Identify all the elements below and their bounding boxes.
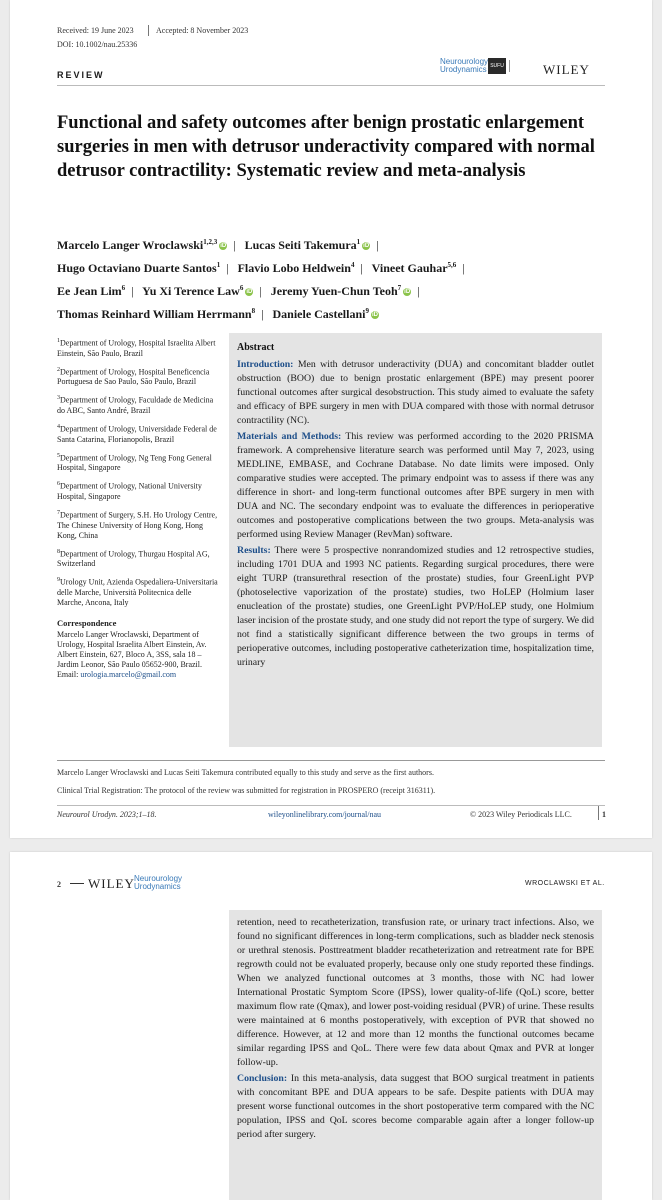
author[interactable]: Hugo Octaviano Duarte Santos bbox=[57, 261, 217, 275]
affiliation: $^5$Department of Urology, Ng Teng Fong General Hospital, Singapore bbox=[57, 452, 212, 473]
abstract-methods: Materials and Methods: This review was performed according to the 2020 PRISMA framework. A comprehensive literature search was performed until May 7, 2023, using MEDLINE, EMBASE, and Cochrane Database. No date limits were imposed. Only comparative studies were accepted. The primary endpoint was to assess if there was any difference in short- and long-term functional outcomes after BPE surgery in men with DUA and NC. The secondary endpoint was to evaluate the differences in perioperative outcomes and postoperative complications between the two groups. Meta-analysis was performed using Review Manager (RevMan) software. bbox=[237, 431, 594, 540]
email-link[interactable]: urologia.marcelo@gmail.com bbox=[80, 669, 177, 679]
abstract-results-continued: retention, need to recatheterization, transfusion rate, or urinary tract infections. Also, we found no significant differences in long-term complications, such as bladder neck stenosis or urethral stenosis. Posttreatment bladder recatheterization and retreatment rate for BPE regrowth could not be evaluated properly, because only one study reported these findings. When we analyzed functional outcomes at 3 months, those with NC had lower International Prostatic Symptom Score (IPSS), lower quality-of-life (QoL) score, better maximum flow rate (Qmax), and lower post-voiding residual (PVR) of urine. These results were maintained at 6 months postoperatively, with exception of PVR that showed no difference. However, at 12 and more than 12 months the functional outcomes became similar regarding IPSS and QoL. There were few data about Qmax and PVR at longer follow-up. bbox=[237, 917, 594, 1068]
author[interactable]: Flavio Lobo Heldwein bbox=[237, 261, 351, 275]
correspondence-heading: Correspondence bbox=[57, 617, 117, 628]
author[interactable]: Vineet Gauhar bbox=[371, 261, 448, 275]
divider bbox=[598, 806, 599, 820]
abstract-conclusion: Conclusion: In this meta-analysis, data suggest that BOO surgical treatment in patients with concomitant BPE and DUA appears to be safe. Despite patients with DUA may present worse functional outcomes in the short postoperative term compared with the NC population, IPSS and QoL scores become comparable again after a longer follow-up period after surgery. bbox=[237, 1073, 595, 1140]
header-dash bbox=[70, 883, 84, 884]
doi[interactable]: DOI: 10.1002/nau.25336 bbox=[57, 40, 138, 49]
page-1 bbox=[10, 0, 652, 838]
footer-copyright: © 2023 Wiley Periodicals LLC. bbox=[470, 810, 572, 819]
running-head: WROCLAWSKI ET AL. bbox=[525, 880, 605, 887]
author[interactable]: Yu Xi Terence Law bbox=[142, 284, 240, 298]
wiley-logo[interactable]: WILEY bbox=[543, 62, 590, 77]
journal-logo[interactable]: Neurourology Urodynamics bbox=[440, 57, 489, 74]
correspondence-text: Marcelo Langer Wroclawski, Department of Urology, Hospital Israelita Albert Einstein, Av. Albert Einstein, 627, Bloco A, 3SS, sala 18 – Jardim Leonor, São Paulo 05652-900, Brazil. bbox=[57, 629, 207, 669]
wiley-logo[interactable]: WILEY bbox=[88, 876, 135, 891]
society-logo: SUFU bbox=[488, 58, 506, 74]
author-list: Marcelo Langer Wroclawski$^{1,2,3}$iD | Lucas Seiti Takemura$^1$iD | Hugo Octaviano Duarte Santos$^1$ | Flavio Lobo Heldwein$^4$ | Vineet Gauhar$^{5,6}$ | Ee Jean Lim$^6$ | Yu Xi Terence Law$^6$iD | Jeremy Yuen-Chun Teoh$^7$iD | Thomas Reinhard William Herrmann$^8$ | Daniele Castellani$^9$iD bbox=[57, 238, 465, 321]
footer-rule bbox=[57, 805, 605, 806]
divider bbox=[148, 25, 149, 36]
footer-citation: Neurourol Urodyn. 2023;1–18. bbox=[57, 810, 157, 819]
orcid-icon[interactable]: iD bbox=[220, 243, 227, 250]
affiliation: $^7$Department of Surgery, S.H. Ho Urology Centre, The Chinese University of Hong Kong, Hong Kong, China bbox=[57, 509, 218, 540]
header-rule bbox=[57, 85, 605, 86]
page-number: 2 bbox=[57, 880, 61, 889]
affiliation: $^2$Department of Urology, Hospital Beneficencia Portuguesa de Sao Paulo, São Paulo, Brazil bbox=[57, 366, 210, 387]
journal-logo[interactable]: Neurourology Urodynamics bbox=[134, 874, 183, 891]
author[interactable]: Lucas Seiti Takemura bbox=[244, 238, 357, 252]
orcid-icon[interactable]: iD bbox=[404, 289, 411, 296]
abstract-box-continued bbox=[229, 910, 602, 1200]
orcid-icon[interactable]: iD bbox=[246, 289, 253, 296]
footnote-registration: Clinical Trial Registration: The protocol of the review was submitted for registration in PROSPERO (receipt 316311). bbox=[57, 786, 436, 795]
author[interactable]: Jeremy Yuen-Chun Teoh bbox=[270, 284, 398, 298]
affiliation: $^4$Department of Urology, Universidade Federal de Santa Catarina, Florianopolis, Brazil bbox=[57, 423, 217, 444]
abstract-introduction: Introduction: Men with detrusor underactivity (DUA) and concomitant bladder outlet obstruction (BOO) due to benign prostatic enlargement (BPE) may present poorer functional outcomes after surgical desobstruction. This study aimed to evaluate the safety and efficacy of BPE surgery in men with DUA compared with those with normal detrusor contractility (NC). bbox=[237, 359, 594, 426]
abstract-box bbox=[229, 333, 602, 747]
society-logo-text bbox=[509, 60, 540, 72]
affiliation: $^6$Department of Urology, National University Hospital, Singapore bbox=[57, 481, 202, 501]
footer-url[interactable]: wileyonlinelibrary.com/journal/nau bbox=[268, 810, 382, 819]
page-number: 1 bbox=[602, 810, 606, 819]
received-date: Received: 19 June 2023 bbox=[57, 26, 134, 35]
footnote-rule bbox=[57, 760, 605, 761]
author[interactable]: Ee Jean Lim bbox=[57, 284, 122, 298]
abstract-heading: Abstract bbox=[237, 342, 275, 353]
section-label: REVIEW bbox=[57, 70, 105, 80]
page-2 bbox=[10, 852, 652, 1200]
abstract-results: Results: There were 5 prospective nonrandomized studies and 12 retrospective studies, including 1701 DUA and 1993 NC patients. Regarding surgical procedures, there were eight TURP (transurethral resection of the prostate) studies, four GreenLight PVP (photoselective vaporization of the prostate) studies, two HoLEP (Holmium laser enucleation of the prostate) studies, one GreenLight PVP/HoLEP study, one Holmium laser incision of the prostate study, and one study did not report the type of surgery. We did not find a statistically significant difference between the two groups in terms of perioperative outcomes, including postoperative catheterization time, hospitalization time, urinary bbox=[237, 545, 595, 668]
orcid-icon[interactable]: iD bbox=[371, 312, 378, 319]
affiliation: $^1$Department of Urology, Hospital Israelita Albert Einstein, São Paulo, Brazil bbox=[57, 338, 216, 358]
affiliations bbox=[57, 336, 219, 680]
accepted-date: Accepted: 8 November 2023 bbox=[156, 26, 249, 35]
footnote-equal-contribution: Marcelo Langer Wroclawski and Lucas Seiti Takemura contributed equally to this study and serve as the first authors. bbox=[57, 768, 434, 777]
affiliation: $^3$Department of Urology, Faculdade de Medicina do ABC, Santo André, Brazil bbox=[57, 395, 214, 415]
author[interactable]: Marcelo Langer Wroclawski bbox=[57, 238, 204, 252]
correspondence: Correspondence Marcelo Langer Wroclawski, Department of Urology, Hospital Israelita Albert Einstein, Av. Albert Einstein, 627, Bloco A, 3SS, sala 18 – Jardim Leonor, São Paulo 05652-900, Brazil. Email: urologia.marcelo@gmail.com bbox=[57, 618, 219, 680]
author[interactable]: Daniele Castellani bbox=[272, 307, 366, 321]
affiliation: $^9$Urology Unit, Azienda Ospedaliera-Universitaria delle Marche, Università Politecnica delle Marche, Ancona, Italy bbox=[57, 577, 218, 607]
author[interactable]: Thomas Reinhard William Herrmann bbox=[57, 307, 252, 321]
orcid-icon[interactable]: iD bbox=[363, 243, 370, 250]
article-title: Functional and safety outcomes after benign prostatic enlargement surgeries in men with detrusor underactivity compared with normal detrusor contractility: Systematic review and meta-analysis bbox=[57, 113, 595, 181]
affiliation: $^8$Department of Urology, Thurgau Hospital AG, Switzerland bbox=[57, 548, 210, 569]
